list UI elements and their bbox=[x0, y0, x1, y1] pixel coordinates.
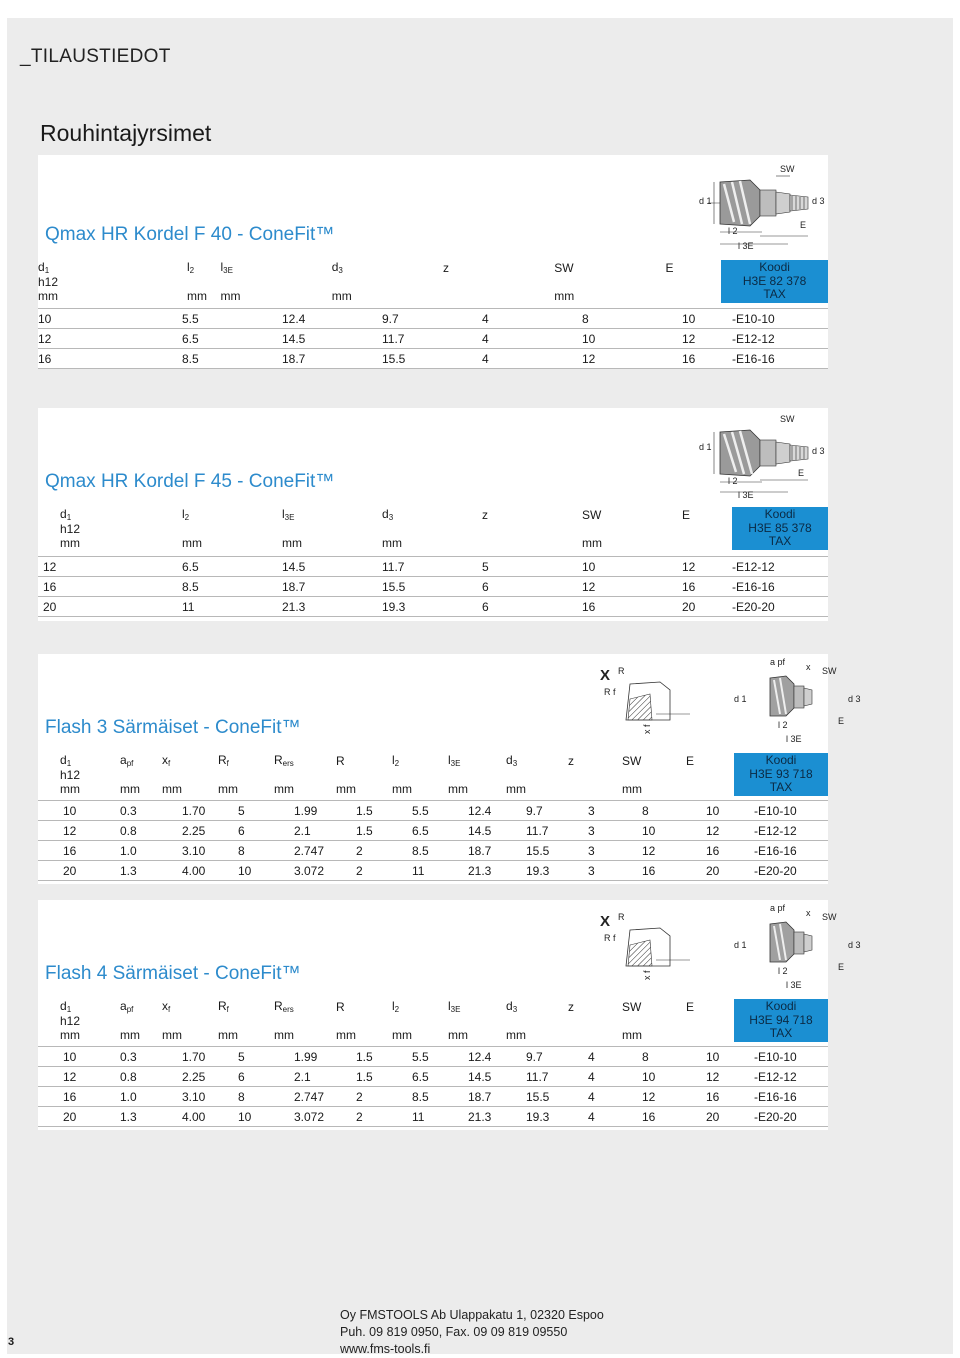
unit: mm bbox=[162, 1028, 182, 1042]
unit: mm bbox=[622, 1028, 642, 1042]
spec-table bbox=[38, 753, 828, 796]
diagram-label-apf: a pf bbox=[770, 657, 786, 667]
col-header-d3: $d_3$ bbox=[382, 507, 394, 522]
cutter-diagram bbox=[690, 410, 826, 502]
section-title: Flash 4 Särmäiset - ConeFit™ bbox=[45, 963, 301, 984]
h12-label: h12 bbox=[60, 768, 81, 782]
diagram-label-d1: d 1 bbox=[734, 940, 747, 950]
unit: mm bbox=[60, 1028, 80, 1042]
col-header-r: R bbox=[336, 753, 345, 768]
spec-table bbox=[38, 260, 828, 303]
col-header-apf: $a_{pf}$ bbox=[120, 999, 134, 1014]
footer-address bbox=[340, 1307, 604, 1358]
col-header-l3e: $l_{3E}$ bbox=[448, 753, 461, 768]
cutter-diagram bbox=[590, 900, 861, 994]
diagram-label-sw: SW bbox=[822, 666, 837, 676]
diagram-label-x-small: x bbox=[806, 908, 811, 918]
unit: mm bbox=[392, 1028, 412, 1042]
spec-table bbox=[38, 507, 828, 550]
diagram-label-xf: x f bbox=[642, 724, 652, 734]
table-row: 12 6.5 14.5 11.7 4 10 12 -E12-12 bbox=[38, 329, 828, 349]
col-header-e: E bbox=[665, 260, 674, 275]
section-qmax-f40 bbox=[38, 155, 828, 368]
diagram-label-l3e: l 3E bbox=[738, 490, 754, 500]
unit: mm bbox=[186, 289, 207, 303]
spec-table-body bbox=[38, 556, 828, 617]
unit bbox=[682, 536, 732, 550]
header-title: _TILAUSTIEDOT bbox=[20, 46, 171, 67]
section-qmax-f45 bbox=[38, 408, 828, 621]
unit bbox=[443, 289, 554, 303]
unit: mm bbox=[336, 1028, 356, 1042]
diagram-label-x-small: x bbox=[806, 662, 811, 672]
table-row: 20 11 21.3 19.3 6 16 20 -E20-20 bbox=[38, 597, 828, 617]
col-header-l2: $l_2$ bbox=[392, 753, 400, 768]
diagram-label-r: R bbox=[618, 912, 625, 922]
diagram-label-rf: R f bbox=[604, 933, 616, 943]
unit: mm bbox=[60, 782, 80, 796]
table-row: 10 0.3 1.70 5 1.99 1.5 5.5 12.4 9.7 4 8 10 -E10-10 bbox=[38, 1047, 828, 1067]
koodi-header: Koodi H3E 94 718 TAX bbox=[734, 999, 828, 1042]
footer-line-company: Oy FMSTOOLS Ab Ulappakatu 1, 02320 Espoo bbox=[340, 1308, 604, 1322]
unit: mm bbox=[162, 782, 182, 796]
unit bbox=[686, 782, 734, 796]
unit: mm bbox=[554, 289, 575, 303]
col-header-l3e: $l_{3E}$ bbox=[448, 999, 461, 1014]
unit: mm bbox=[218, 782, 238, 796]
page-title: Rouhintajyrsimet bbox=[40, 120, 212, 146]
spec-table bbox=[38, 999, 828, 1042]
diagram-label-sw: SW bbox=[822, 912, 837, 922]
unit: mm bbox=[448, 782, 468, 796]
table-row: 12 0.8 2.25 6 2.1 1.5 6.5 14.5 11.7 3 10 12 -E12-12 bbox=[38, 821, 828, 841]
col-header-d3: $d_3$ bbox=[331, 260, 343, 275]
diagram-label-x: X bbox=[600, 913, 611, 930]
col-header-z: z bbox=[482, 507, 488, 522]
diagram-label-e: E bbox=[800, 220, 807, 230]
diagram-label-l3e: l 3E bbox=[786, 980, 802, 990]
unit: mm bbox=[220, 289, 241, 303]
diagram-label-rf: R f bbox=[604, 687, 616, 697]
unit: mm bbox=[331, 289, 352, 303]
diagram-label-l3e: l 3E bbox=[738, 241, 754, 251]
table-row: 16 1.0 3.10 8 2.747 2 8.5 18.7 15.5 4 12 16 -E16-16 bbox=[38, 1087, 828, 1107]
section-title: Flash 3 Särmäiset - ConeFit™ bbox=[45, 717, 301, 738]
col-header-d1: $d_1$ bbox=[38, 260, 50, 275]
col-header-rers: $R_{ers}$ bbox=[274, 753, 294, 768]
diagram-label-l2: l 2 bbox=[778, 720, 788, 730]
unit: mm bbox=[506, 782, 526, 796]
diagram-label-l2: l 2 bbox=[728, 476, 738, 486]
table-row: 10 0.3 1.70 5 1.99 1.5 5.5 12.4 9.7 3 8 10 -E10-10 bbox=[38, 801, 828, 821]
unit: mm bbox=[382, 536, 402, 550]
unit bbox=[568, 782, 622, 796]
koodi-header: Koodi H3E 85 378 TAX bbox=[732, 507, 828, 550]
diagram-label-d3: d 3 bbox=[812, 446, 825, 456]
diagram-label-d3: d 3 bbox=[848, 940, 861, 950]
koodi-header: Koodi H3E 82 378 TAX bbox=[721, 260, 828, 303]
unit: mm bbox=[274, 1028, 294, 1042]
col-header-rf: $R_f$ bbox=[218, 753, 229, 768]
cutter-diagram bbox=[690, 160, 826, 255]
unit: mm bbox=[282, 536, 302, 550]
col-header-rf: $R_f$ bbox=[218, 999, 229, 1014]
h12-label: h12 bbox=[60, 1014, 81, 1028]
diagram-label-e: E bbox=[798, 468, 805, 478]
diagram-label-r: R bbox=[618, 666, 625, 676]
unit: mm bbox=[274, 782, 294, 796]
unit: mm bbox=[448, 1028, 468, 1042]
unit bbox=[482, 536, 582, 550]
col-header-d1: $d_1$ bbox=[60, 753, 72, 768]
diagram-label-d3: d 3 bbox=[848, 694, 861, 704]
unit bbox=[686, 1028, 734, 1042]
diagram-label-x: X bbox=[600, 667, 611, 684]
unit: mm bbox=[38, 289, 58, 303]
col-header-e: E bbox=[682, 507, 691, 522]
unit: mm bbox=[336, 782, 356, 796]
table-row: 20 1.3 4.00 10 3.072 2 11 21.3 19.3 3 16 20 -E20-20 bbox=[38, 861, 828, 881]
unit: mm bbox=[506, 1028, 526, 1042]
col-header-sw: SW bbox=[622, 753, 642, 768]
spec-table-body bbox=[38, 1046, 828, 1127]
diagram-label-l3e: l 3E bbox=[786, 734, 802, 744]
table-row: 10 5.5 12.4 9.7 4 8 10 -E10-10 bbox=[38, 309, 828, 329]
diagram-label-l2: l 2 bbox=[728, 226, 738, 236]
diagram-label-d3: d 3 bbox=[812, 196, 825, 206]
section-title: Qmax HR Kordel F 40 - ConeFit™ bbox=[45, 224, 335, 245]
table-row: 12 0.8 2.25 6 2.1 1.5 6.5 14.5 11.7 4 10 12 -E12-12 bbox=[38, 1067, 828, 1087]
diagram-label-xf: x f bbox=[642, 970, 652, 980]
col-header-rers: $R_{ers}$ bbox=[274, 999, 294, 1014]
col-header-xf: $x_f$ bbox=[162, 999, 171, 1014]
col-header-l2: $l_2$ bbox=[182, 507, 190, 522]
col-header-z: z bbox=[568, 999, 574, 1014]
col-header-sw: SW bbox=[582, 507, 602, 522]
cutter-diagram bbox=[590, 654, 861, 748]
table-row: 20 1.3 4.00 10 3.072 2 11 21.3 19.3 4 16 20 -E20-20 bbox=[38, 1107, 828, 1127]
diagram-label-sw: SW bbox=[780, 164, 795, 174]
diagram-label-apf: a pf bbox=[770, 903, 786, 913]
col-header-l2: $l_2$ bbox=[186, 260, 195, 275]
col-header-z: z bbox=[443, 260, 449, 275]
diagram-label-d1: d 1 bbox=[699, 196, 712, 206]
col-header-sw: SW bbox=[554, 260, 574, 275]
col-header-e: E bbox=[686, 999, 695, 1014]
table-row: 16 1.0 3.10 8 2.747 2 8.5 18.7 15.5 3 12 16 -E16-16 bbox=[38, 841, 828, 861]
unit: mm bbox=[60, 536, 80, 550]
col-header-sw: SW bbox=[622, 999, 642, 1014]
unit: mm bbox=[582, 536, 602, 550]
section-flash-4 bbox=[38, 900, 861, 1130]
col-header-xf: $x_f$ bbox=[162, 753, 171, 768]
diagram-label-l2: l 2 bbox=[778, 966, 788, 976]
diagram-label-sw: SW bbox=[780, 414, 795, 424]
col-header-apf: $a_{pf}$ bbox=[120, 753, 134, 768]
diagram-label-d1: d 1 bbox=[699, 442, 712, 452]
unit bbox=[568, 1028, 622, 1042]
section-flash-3 bbox=[38, 654, 861, 884]
unit: mm bbox=[392, 782, 412, 796]
h12-label: h12 bbox=[38, 275, 59, 289]
col-header-d1: $d_1$ bbox=[60, 999, 72, 1014]
diagram-label-e: E bbox=[838, 962, 845, 972]
unit: mm bbox=[182, 536, 202, 550]
diagram-label-e: E bbox=[838, 716, 845, 726]
col-header-r: R bbox=[336, 999, 345, 1014]
col-header-l2: $l_2$ bbox=[392, 999, 400, 1014]
section-title: Qmax HR Kordel F 45 - ConeFit™ bbox=[45, 471, 335, 492]
col-header-d3: $d_3$ bbox=[506, 753, 518, 768]
unit: mm bbox=[622, 782, 642, 796]
table-row: 16 8.5 18.7 15.5 4 12 16 -E16-16 bbox=[38, 349, 828, 369]
col-header-l3e: $l_{3E}$ bbox=[220, 260, 233, 275]
unit bbox=[666, 289, 722, 303]
unit: mm bbox=[120, 782, 140, 796]
col-header-z: z bbox=[568, 753, 574, 768]
col-header-e: E bbox=[686, 753, 695, 768]
col-header-d3: $d_3$ bbox=[506, 999, 518, 1014]
koodi-header: Koodi H3E 93 718 TAX bbox=[734, 753, 828, 796]
diagram-label-d1: d 1 bbox=[734, 694, 747, 704]
col-header-l3e: $l_{3E}$ bbox=[282, 507, 295, 522]
page-number: 3 bbox=[8, 1336, 15, 1348]
table-row: 12 6.5 14.5 11.7 5 10 12 -E12-12 bbox=[38, 557, 828, 577]
table-row: 16 8.5 18.7 15.5 6 12 16 -E16-16 bbox=[38, 577, 828, 597]
unit: mm bbox=[120, 1028, 140, 1042]
spec-table-body bbox=[38, 308, 828, 369]
footer-link-website[interactable]: www.fms-tools.fi bbox=[340, 1342, 431, 1356]
unit: mm bbox=[218, 1028, 238, 1042]
col-header-d1: $d_1$ bbox=[60, 507, 72, 522]
footer-line-phone: Puh. 09 819 0950, Fax. 09 09 819 09550 bbox=[340, 1325, 568, 1339]
spec-table-body bbox=[38, 800, 828, 881]
h12-label: h12 bbox=[60, 522, 81, 536]
